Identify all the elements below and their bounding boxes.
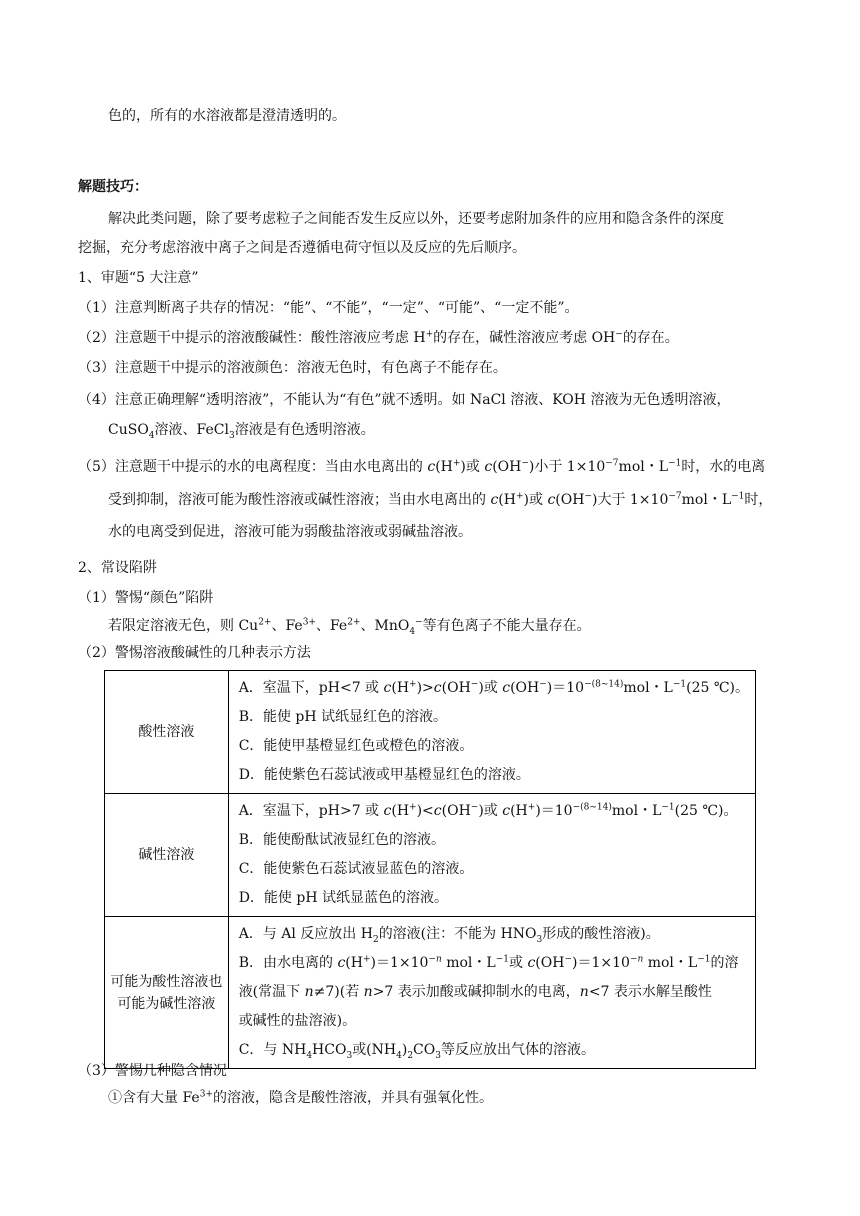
paragraph-line: 解决此类问题，除了要考虑粒子之间能否发生反应以外，还要考虑附加条件的应用和隐含条件的深度 [108, 211, 724, 227]
note-item: （4）注意正确理解“透明溶液”，不能认为“有色”就不透明。如 NaCl 溶液、KOH 溶液为无色透明溶液， [78, 392, 731, 408]
table-item: B．能使酚酞试液显红色的溶液。 [238, 832, 445, 848]
table-item: A．与 Al 反应放出 $H_2$的溶液(注：不能为 $HNO_3$形成的酸性溶液)。 [238, 926, 660, 945]
row-label: 碱性溶液 [105, 794, 229, 917]
table-row [105, 671, 756, 794]
section-title: 2、常设陷阱 [78, 560, 157, 576]
note-item-continued: CuSO$_4$溶液、FeCl$_3$溶液是有色透明溶液。 [108, 422, 375, 441]
note-item: （1）注意判断离子共存的情况：“能”、“不能”，“一定”、“可能”、“一定不能”。 [78, 300, 579, 316]
note-item-continued: 受到抑制，溶液可能为酸性溶液或碱性溶液；当由水电离出的 c(H+)或 c(OH−)大于 $1\times 10^{-7}mol$・$L^{-1}$时， [108, 491, 773, 508]
table-item: 或碱性的盐溶液)。 [238, 1013, 357, 1029]
table-item: B．由水电离的 $c(H^+)=1\times 10^{-n}$ mol・$L^{-1}$或 $c(OH^-)=1\times 10^{-n}$ mol・$L^{-1}$的溶 [238, 954, 739, 971]
acidity-table [104, 670, 756, 1069]
table-row [105, 794, 756, 917]
table-item: A．室温下，pH<7 或 c(H+)>c(OH−)或 $c(OH^-)=10^{-(8\sim 14)}mol$・$L^{-1}(25$ ℃)。 [238, 679, 749, 696]
row-label: 酸性溶液 [105, 671, 229, 794]
table-item: A．室温下，pH>7 或 c(H+)<c(OH−)或 $c(H^+)=10^{-(8\sim 14)}mol$・$L^{-1}(25$ ℃)。 [238, 802, 738, 819]
row-content [228, 917, 755, 1069]
note-item-continued: 水的电离受到促进，溶液可能为弱酸盐溶液或弱碱盐溶液。 [108, 524, 472, 540]
row-content [228, 794, 755, 917]
table-item: 液(常温下 n≠7)(若 n>7 表示加酸或碱抑制水的电离，n<7 表示水解呈酸性 [238, 984, 712, 1000]
table-item: D．能使紫色石蕊试液或甲基橙显红色的溶液。 [238, 767, 530, 783]
section-heading: 解题技巧： [78, 179, 148, 195]
table-item: C．能使甲基橙显红色或橙色的溶液。 [238, 738, 474, 754]
table-item: D．能使 pH 试纸显蓝色的溶液。 [238, 890, 448, 906]
table-item: C．能使紫色石蕊试液显蓝色的溶液。 [238, 861, 474, 877]
row-content [228, 671, 755, 794]
trap-item-detail: ①含有大量 $Fe^{3+}$的溶液，隐含是酸性溶液，并具有强氧化性。 [108, 1089, 493, 1106]
section-title: 1、审题“5 大注意” [78, 270, 199, 286]
note-item: （3）注意题干中提示的溶液颜色：溶液无色时，有色离子不能存在。 [78, 360, 507, 376]
note-item: （5）注意题干中提示的水的电离程度：当由水电离出的 c(H+)或 c(OH−)小于 $1\times 10^{-7}mol$・$L^{-1}$时，水的电离 [78, 458, 766, 475]
paragraph-line: 挖掘，充分考虑溶液中离子之间是否遵循电荷守恒以及反应的先后顺序。 [78, 240, 526, 256]
trap-item: （3）警惕几种隐含情况 [78, 1063, 227, 1079]
trap-item-detail: 若限定溶液无色，则 $Cu^{2+}$、$Fe^{3+}$、$Fe^{2+}$、MnO$_4$−等有色离子不能大量存在。 [108, 617, 591, 637]
table-item: C．与 $NH_4HCO_3$或$(NH_4)_2CO_3$等反应放出气体的溶液。 [238, 1042, 595, 1061]
table-row [105, 917, 756, 1069]
trap-item: （2）警惕溶液酸碱性的几种表示方法 [78, 645, 311, 661]
note-item: （2）注意题干中提示的溶液酸碱性：酸性溶液应考虑 H+的存在，碱性溶液应考虑 OH−的存在。 [78, 329, 679, 346]
row-label: 可能为酸性溶液也 可能为碱性溶液 [105, 917, 229, 1069]
text-line: 色的，所有的水溶液都是澄清透明的。 [108, 108, 346, 124]
table-item: B．能使 pH 试纸显红色的溶液。 [238, 709, 448, 725]
trap-item: （1）警惕“颜色”陷阱 [78, 590, 214, 606]
